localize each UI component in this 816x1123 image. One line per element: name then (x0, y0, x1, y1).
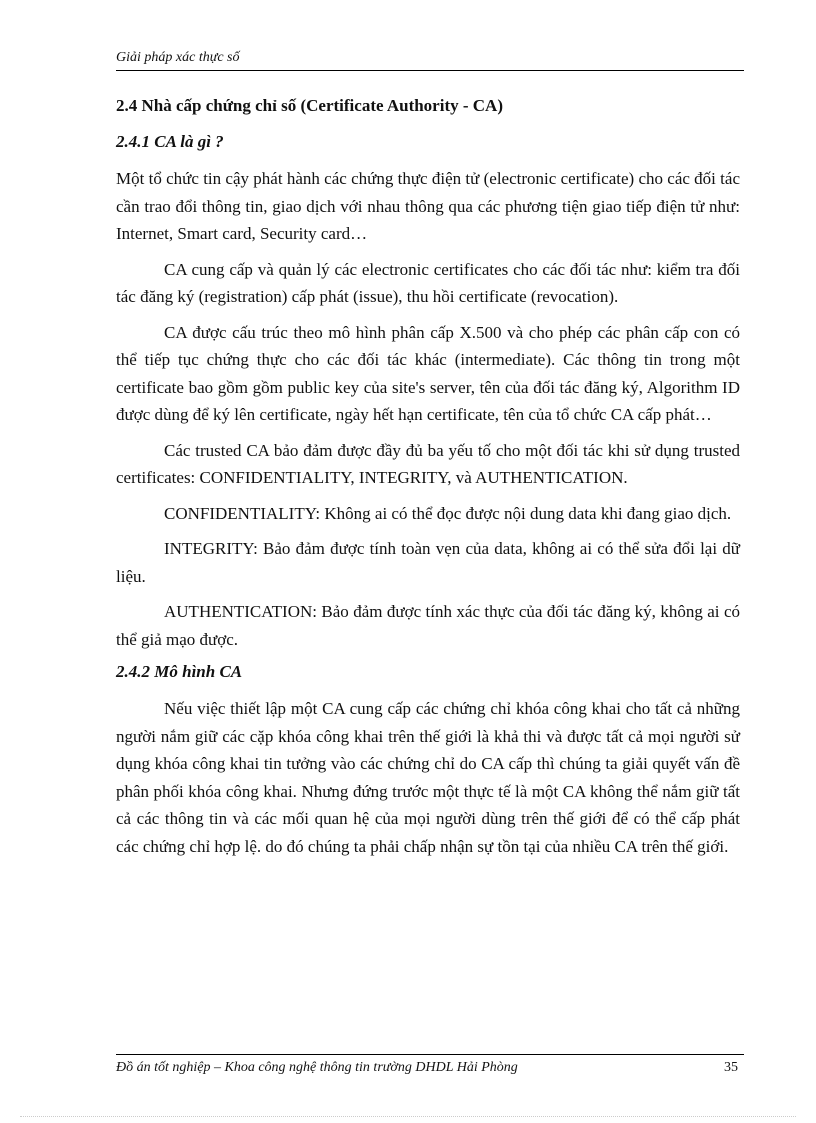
header-title: Giải pháp xác thực số (116, 50, 240, 65)
paragraph: Các trusted CA bảo đảm được đầy đủ ba yếu tố cho một đối tác khi sử dụng trusted certificates: CONFIDENTIALITY, INTEGRITY, và AUTHENTICATION. (116, 440, 740, 487)
page-header (116, 48, 744, 71)
page-footer (116, 1054, 744, 1080)
footer-text: Đồ án tốt nghiệp – Khoa công nghệ thông tin trường DHDL Hải Phòng (116, 1060, 518, 1075)
paragraph: INTEGRITY: Bảo đảm được tính toàn vẹn của data, không ai có thể sửa đổi lại dữ liệu. (116, 539, 740, 586)
paragraph: CA được cấu trúc theo mô hình phân cấp X.500 và cho phép các phân cấp con có thể tiếp tục chứng thực cho các đối tác khác (intermediate). Các thông tin trong một certificate bao gồm gồm public key của site's server, tên của đối tác đăng ký, Algorithm ID được dùng để ký lên certificate, ngày hết hạn certificate, tên của tổ chức CA cấp phát… (116, 322, 740, 424)
subsection-heading-ca-model: 2.4.2 Mô hình CA (116, 662, 243, 681)
paragraph: Nếu việc thiết lập một CA cung cấp các chứng chỉ khóa công khai cho tất cả những người nắm giữ các cặp khóa công khai trên thế giới là khả thi và được tất cả mọi người sử dụng khóa công khai tin tưởng vào các chứng chỉ do CA cấp thì chúng ta giải quyết vấn đề phân phối khóa công khai. Nhưng đứng trước một thực tế là một CA không thể nắm giữ tất cả các thông tin và các mối quan hệ của mọi người dùng trên thế giới để có thể cấp phát các chứng chỉ hợp lệ. do đó chúng ta phải chấp nhận sự tồn tại của nhiều CA trên thế giới. (116, 699, 740, 856)
paragraph: CONFIDENTIALITY: Không ai có thể đọc được nội dung data khi đang giao dịch. (164, 503, 732, 523)
paragraph: CA cung cấp và quản lý các electronic certificates cho các đối tác như: kiểm tra đối tác đăng ký (registration) cấp phát (issue), thu hồi certificate (revocation). (116, 259, 740, 306)
paragraph: Một tổ chức tin cậy phát hành các chứng thực điện tử (electronic certificate) cho các đối tác cần trao đổi thông tin, giao dịch với nhau thông qua các phương tiện giao tiếp điện tử như: Internet, Smart card, Security card… (116, 169, 740, 243)
page-number: 35 (724, 1060, 738, 1075)
paragraph: AUTHENTICATION: Bảo đảm được tính xác thực của đối tác đăng ký, không ai có thể giả mạo được. (116, 602, 740, 649)
subsection-heading-what-is-ca: 2.4.1 CA là gì ? (116, 132, 224, 151)
bottom-divider (20, 1116, 796, 1117)
page-content (116, 95, 740, 868)
section-heading: 2.4 Nhà cấp chứng chỉ số (Certificate Authority - CA) (116, 96, 503, 115)
